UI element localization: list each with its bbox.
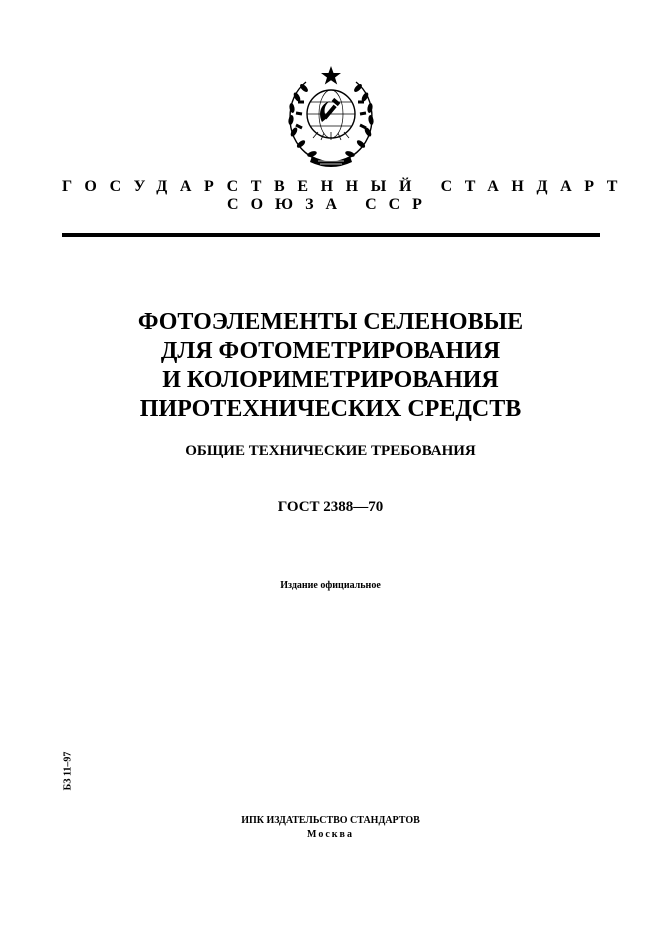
header-state-standard: ГОСУДАРСТВЕННЫЙ СТАНДАРТ — [62, 178, 631, 195]
header-ussr: СОЮЗА ССР — [227, 196, 434, 213]
standard-number: ГОСТ 2388—70 — [277, 499, 384, 515]
side-code-text: БЗ 11–97 — [62, 751, 74, 790]
document-title — [0, 308, 661, 424]
document-subtitle: ОБЩИЕ ТЕХНИЧЕСКИЕ ТРЕБОВАНИЯ — [185, 443, 476, 459]
header-divider — [62, 233, 600, 237]
title-line-4: ПИРОТЕХНИЧЕСКИХ СРЕДСТВ — [139, 396, 522, 422]
side-code — [61, 748, 75, 793]
publisher-name: ИПК ИЗДАТЕЛЬСТВО СТАНДАРТОВ — [241, 815, 420, 826]
title-line-2: ДЛЯ ФОТОМЕТРИРОВАНИЯ — [160, 338, 501, 364]
title-line-1: ФОТОЭЛЕМЕНТЫ СЕЛЕНОВЫЕ — [137, 309, 524, 335]
ussr-coat-of-arms-icon — [276, 62, 386, 172]
publisher-city: Москва — [307, 829, 354, 840]
edition-note: Издание официальное — [280, 580, 381, 591]
star-icon — [321, 66, 341, 85]
title-line-3: И КОЛОРИМЕТРИРОВАНИЯ — [162, 367, 499, 393]
